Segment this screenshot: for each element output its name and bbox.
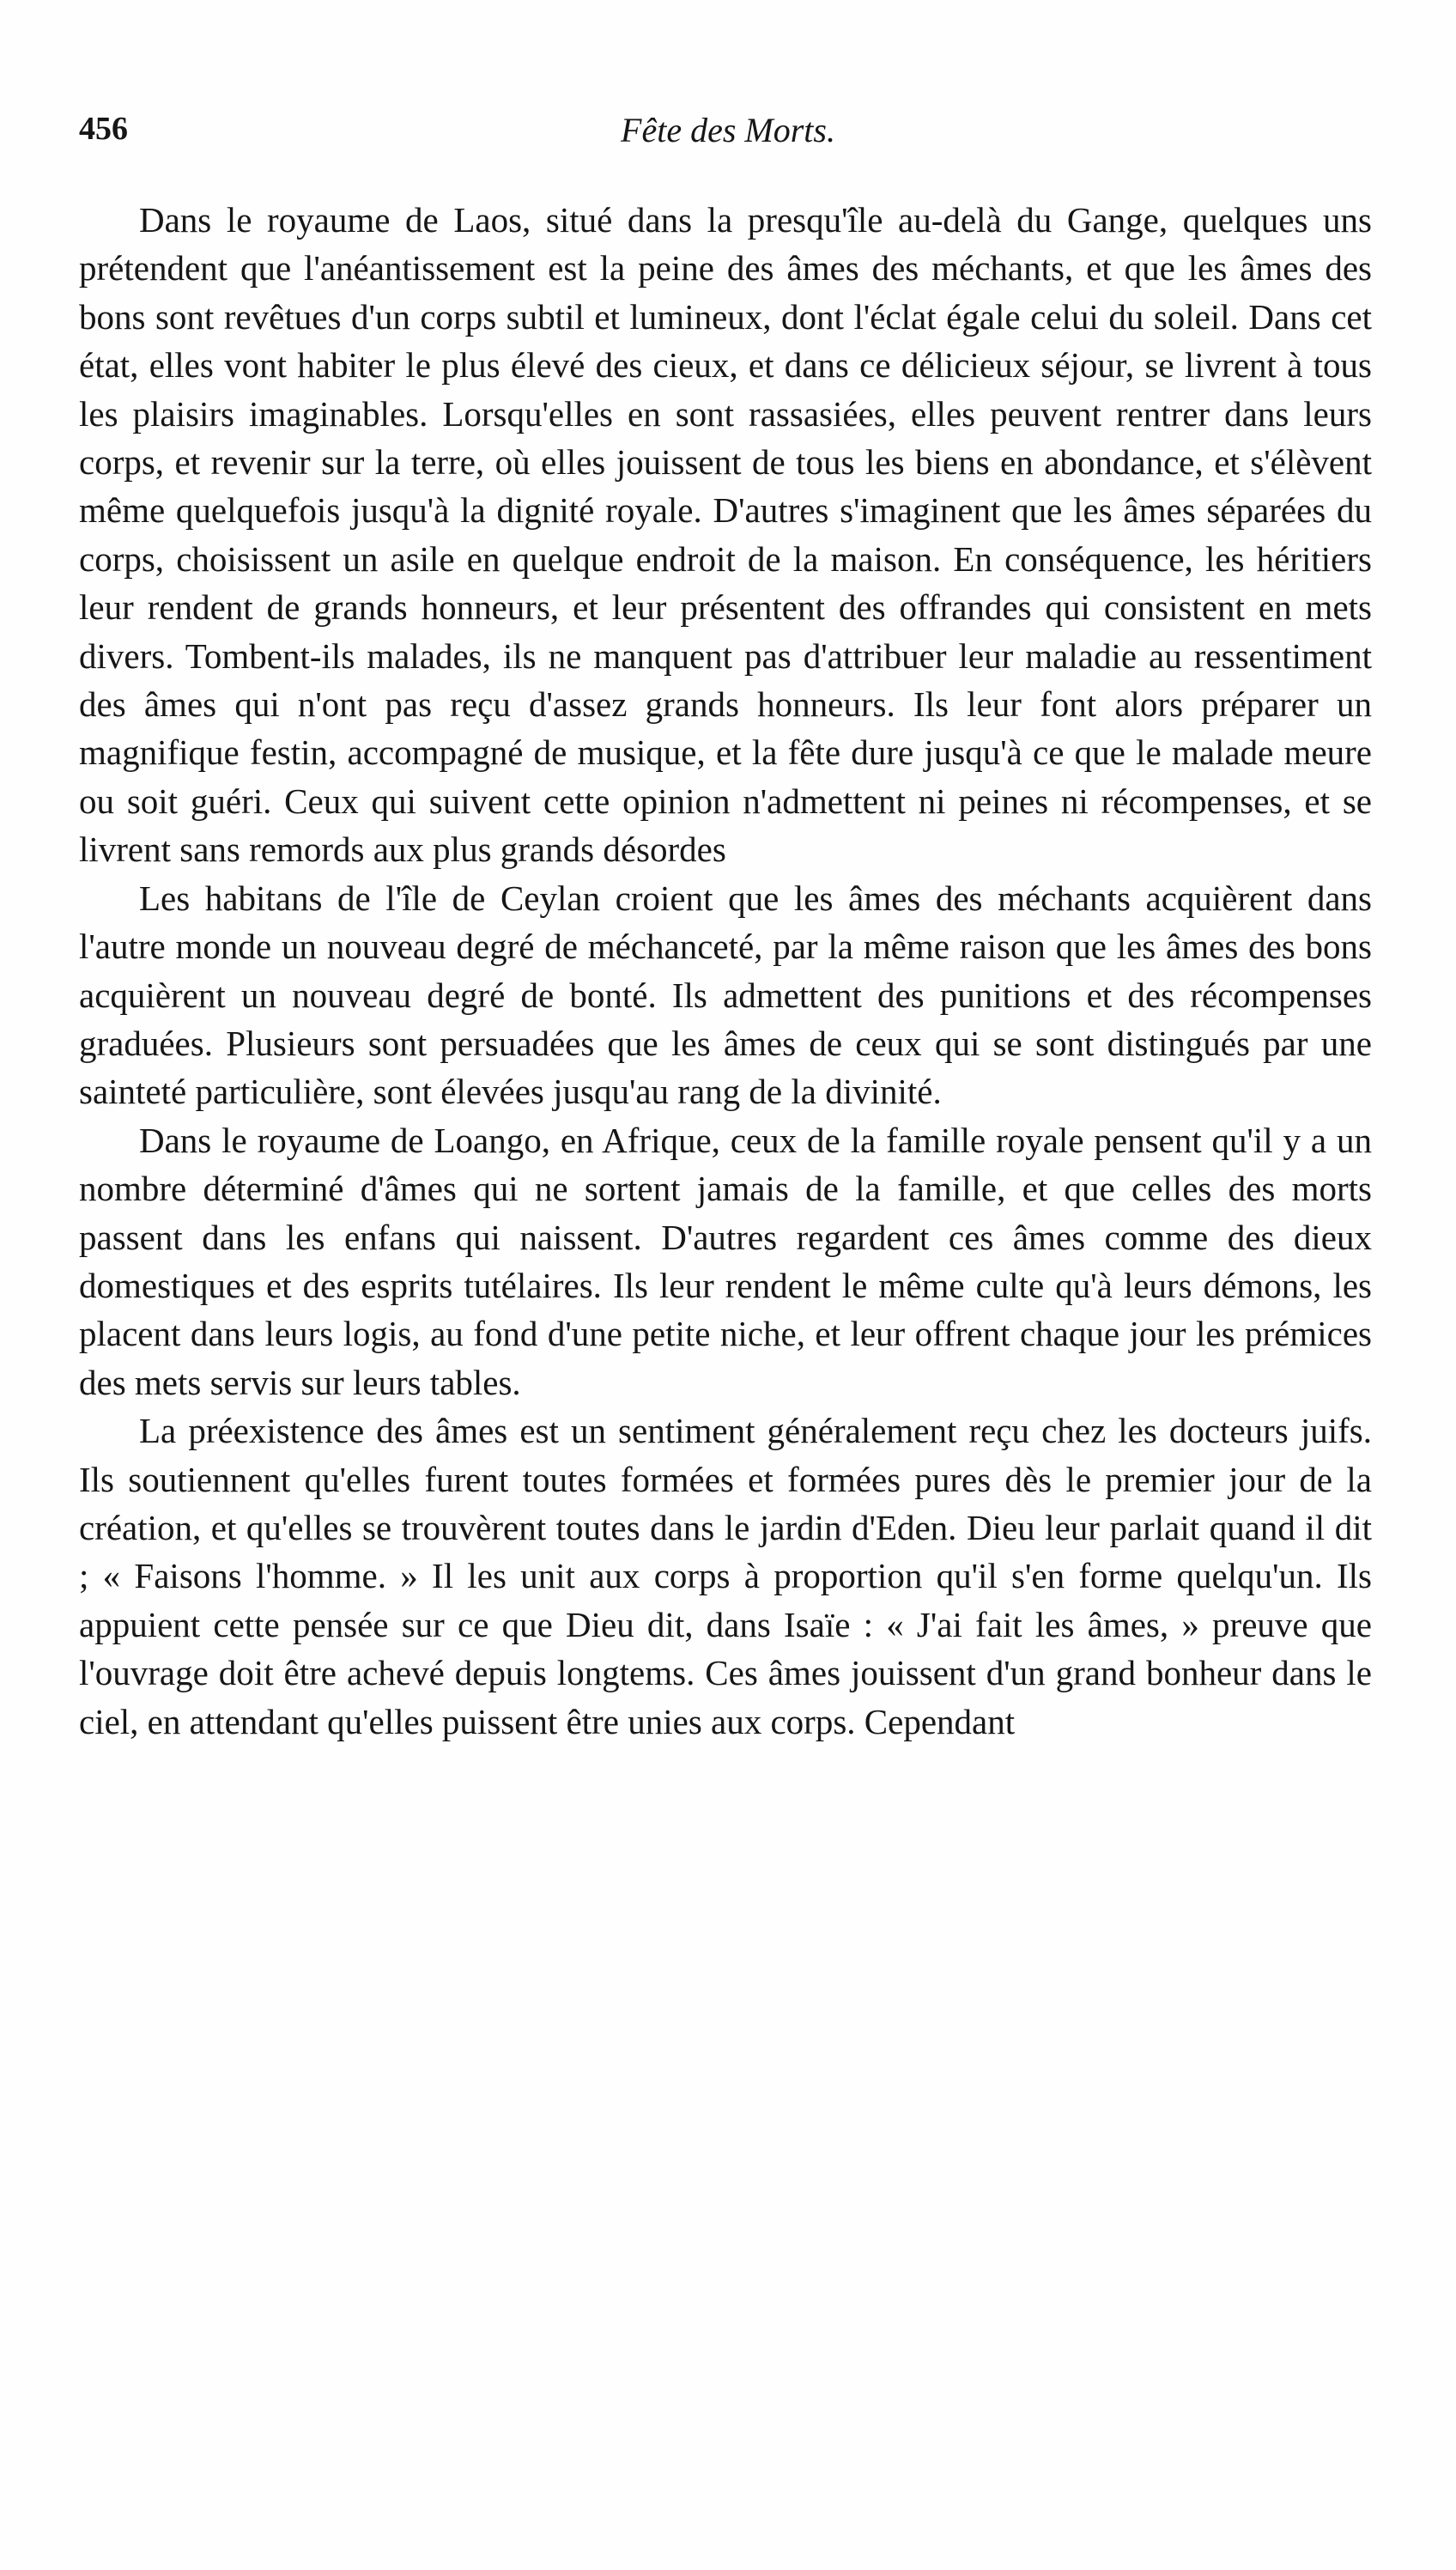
paragraph: Les habitans de l'île de Ceylan croient que les âmes des méchants acquièrent dans l'autre monde un nouveau degré de méchanceté, par la même raison que les âmes des bons acquièrent un nouveau degré de bonté. Ils admettent des punitions et des récompenses graduées. Plusieurs sont persuadées que les âmes de ceux qui se sont distingués par une sainteté particulière, sont élevées jusqu'au rang de la divinité. — [79, 878, 1372, 1112]
page-number: 456 — [79, 111, 128, 147]
paragraph: Dans le royaume de Loango, en Afrique, ceux de la famille royale pensent qu'il y a un nombre déterminé d'âmes qui ne sortent jamais de la famille, et que celles des morts passent dans les enfans qui naissent. D'autres regardent ces âmes comme des dieux domestiques et des esprits tutélaires. Ils leur rendent le même culte qu'à leurs démons, les placent dans leurs logis, au fond d'une petite niche, et leur offrent chaque jour les prémices des mets servis sur leurs tables. — [79, 1120, 1372, 1402]
paragraph: La préexistence des âmes est un sentiment généralement reçu chez les docteurs juifs. Ils soutiennent qu'elles furent toutes formées et formées pures dès le premier jour de la création, et qu'elles se trouvèrent toutes dans le jardin d'Eden. Dieu leur parlait quand il dit ; « Faisons l'homme. » Il les unit aux corps à proportion qu'il s'en forme quelqu'un. Ils appuient cette pensée sur ce que Dieu dit, dans Isaïe : « J'ai fait les âmes, » preuve que l'ouvrage doit être achevé depuis longtems. Ces âmes jouissent d'un grand bonheur dans le ciel, en attendant qu'elles puissent être unies aux corps. Cependant — [79, 1411, 1372, 1741]
page-header — [79, 110, 1377, 161]
page-body — [79, 196, 1372, 1746]
paragraph: Dans le royaume de Laos, situé dans la presqu'île au-delà du Gange, quelques uns prétendent que l'anéantissement est la peine des âmes des méchants, et que les âmes des bons sont revêtues d'un corps subtil et lumineux, dont l'éclat égale celui du soleil. Dans cet état, elles vont habiter le plus élevé des cieux, et dans ce délicieux séjour, se livrent à tous les plaisirs imaginables. Lorsqu'elles en sont rassasiées, elles peuvent rentrer dans leurs corps, et revenir sur la terre, où elles jouissent de tous les biens en abondance, et s'élèvent même quelquefois jusqu'à la dignité royale. D'autres s'imaginent que les âmes séparées du corps, choisissent un asile en quelque endroit de la maison. En conséquence, les héritiers leur rendent de grands honneurs, et leur présentent des offrandes qui consistent en mets divers. Tombent-ils malades, ils ne manquent pas d'attribuer leur maladie au ressentiment des âmes qui n'ont pas reçu d'assez grands honneurs. Ils leur font alors préparer un magnifique festin, accompagné de musique, et la fête dure jusqu'à ce que le malade meure ou soit guéri. Ceux qui suivent cette opinion n'admettent ni peines ni récompenses, et se livrent sans remords aux plus grands désordes — [79, 200, 1372, 870]
running-title: Fête des Morts. — [621, 111, 835, 149]
